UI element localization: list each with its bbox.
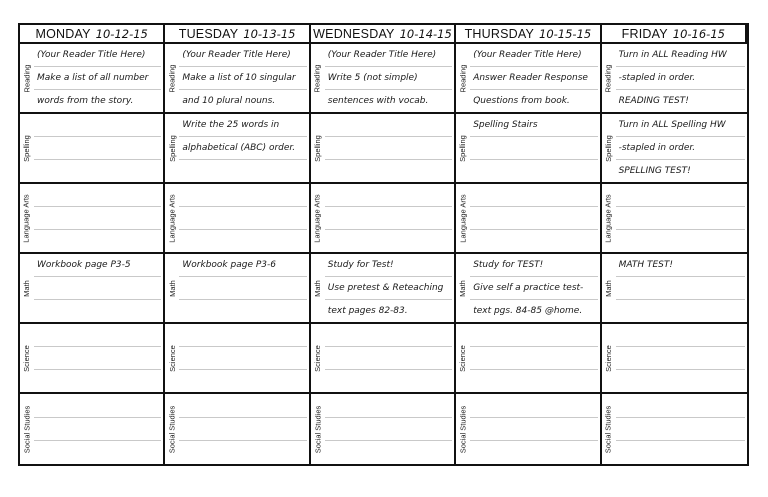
day-name: MONDAY: [35, 26, 91, 41]
entry-line: Spelling Stairs: [470, 114, 597, 137]
writing-lines: [179, 44, 306, 112]
subject-label: [165, 324, 178, 392]
subject-label-text: Spelling: [458, 134, 468, 162]
subject-label-text: Science: [458, 344, 468, 372]
entry-line: [34, 114, 161, 137]
entry-line: [470, 370, 597, 392]
entry-line: and 10 plural nouns.: [182, 96, 276, 106]
day-header-thursday: [456, 25, 601, 44]
subject-label: [602, 184, 615, 252]
day-header-friday: [602, 25, 747, 44]
entry-line: [616, 370, 745, 392]
subject-label-text: Science: [22, 344, 31, 372]
subject-label-text: Reading: [458, 64, 468, 92]
cell-tuesday-science: [165, 324, 310, 394]
entry-line: [616, 441, 745, 464]
cell-wednesday-spelling: [311, 114, 456, 184]
subject-label-text: Reading: [167, 64, 177, 92]
entry-line: [470, 324, 597, 347]
subject-label-text: Language Arts: [167, 193, 177, 243]
subject-label: [602, 254, 615, 322]
entry-line: [325, 370, 452, 392]
cell-friday-social-studies: [602, 394, 747, 464]
entry-line: [616, 207, 745, 230]
writing-lines: [470, 324, 597, 392]
cell-thursday-math: [456, 254, 601, 324]
entry-line: [179, 347, 306, 370]
subject-label: [456, 184, 469, 252]
subject-label: [311, 324, 324, 392]
subject-label: [602, 114, 615, 182]
entry-line: SPELLING TEST!: [618, 166, 691, 176]
entry-line: [179, 441, 306, 464]
entry-line: Turn in ALL Reading HW: [616, 44, 745, 67]
entry-line: [616, 324, 745, 347]
writing-lines: [325, 254, 452, 322]
subject-label-text: Social Studies: [312, 405, 322, 453]
entry-line: [470, 207, 597, 230]
entry-line: (Your Reader Title Here): [325, 44, 452, 67]
cell-monday-spelling: [20, 114, 165, 184]
subject-label: [456, 254, 469, 322]
entry-line: [179, 184, 306, 207]
entry-line: [34, 394, 161, 418]
subject-label: [165, 254, 178, 322]
entry-line: MATH TEST!: [616, 254, 745, 277]
entry-line: alphabetical (ABC) order.: [179, 137, 306, 160]
entry-line: [616, 277, 745, 300]
subject-label-text: Math: [458, 279, 468, 297]
entry-line: [34, 441, 161, 464]
entry-line: [179, 370, 306, 392]
writing-lines: [616, 324, 745, 392]
subject-label-text: Reading: [22, 64, 32, 92]
entry-line: [34, 418, 161, 442]
entry-line: [34, 184, 161, 207]
writing-lines: [179, 254, 306, 322]
entry-line: Give self a practice test-: [470, 277, 597, 300]
subject-label: [165, 394, 178, 464]
subject-label: [165, 114, 178, 182]
writing-lines: [470, 184, 597, 252]
day-header-wednesday: [311, 25, 456, 44]
writing-lines: [616, 184, 745, 252]
subject-label-text: Math: [312, 279, 322, 297]
entry-line: [470, 441, 597, 464]
cell-wednesday-science: [311, 324, 456, 394]
entry-line: [179, 277, 306, 300]
entry-line: Make a list of 10 singular: [179, 67, 306, 90]
cell-monday-social-studies: [20, 394, 165, 464]
subject-label-text: Language Arts: [603, 193, 613, 243]
entry-line: [325, 230, 452, 252]
entry-line: [616, 347, 745, 370]
entry-line: [34, 347, 161, 370]
subject-label: [20, 44, 33, 112]
entry-line: Use pretest & Reteaching: [325, 277, 452, 300]
entry-line: text pgs. 84-85 @home.: [473, 306, 583, 316]
entry-line: [34, 324, 161, 347]
entry-line: Write 5 (not simple): [325, 67, 452, 90]
entry-line: [470, 418, 597, 442]
day-name: WEDNESDAY: [313, 26, 395, 41]
subject-label-text: Reading: [603, 64, 613, 92]
subject-label-text: Language Arts: [458, 193, 468, 243]
subject-label-text: Math: [603, 279, 613, 297]
entry-line: [34, 277, 161, 300]
subject-label-text: Spelling: [22, 134, 31, 162]
entry-line: Study for Test!: [325, 254, 452, 277]
cell-friday-reading: [602, 44, 747, 114]
subject-label-text: Social Studies: [603, 405, 613, 453]
entry-line: [325, 418, 452, 442]
entry-line: (Your Reader Title Here): [34, 44, 161, 67]
subject-label: [311, 114, 324, 182]
cell-wednesday-social-studies: [311, 394, 456, 464]
subject-label: [602, 324, 615, 392]
subject-label-text: Math: [167, 279, 177, 297]
entry-line: [325, 114, 452, 137]
entry-line: [325, 160, 452, 182]
subject-label: [165, 184, 178, 252]
cell-tuesday-language-arts: [165, 184, 310, 254]
writing-lines: [34, 394, 161, 464]
subject-label: [602, 394, 615, 464]
cell-friday-spelling: [602, 114, 747, 184]
writing-lines: [34, 44, 161, 112]
writing-lines: [470, 394, 597, 464]
cell-wednesday-language-arts: [311, 184, 456, 254]
cell-tuesday-social-studies: [165, 394, 310, 464]
entry-line: [179, 300, 306, 322]
entry-line: [470, 160, 597, 182]
subject-label: [20, 114, 33, 182]
writing-lines: [179, 324, 306, 392]
day-header-monday: [20, 25, 165, 44]
writing-lines: [470, 254, 597, 322]
entry-line: [616, 230, 745, 252]
entry-line: (Your Reader Title Here): [470, 44, 597, 67]
entry-line: -stapled in order.: [616, 137, 745, 160]
cell-wednesday-math: [311, 254, 456, 324]
entry-line: [34, 137, 161, 160]
entry-line: Answer Reader Response: [470, 67, 597, 90]
subject-label: [311, 44, 324, 112]
subject-label-text: Spelling: [167, 134, 177, 162]
entry-line: [470, 394, 597, 418]
entry-line: [616, 418, 745, 442]
subject-label: [456, 324, 469, 392]
entry-line: Make a list of all number: [34, 67, 161, 90]
subject-label-text: Reading: [312, 64, 322, 92]
day-date: 10-15-15: [539, 26, 592, 41]
writing-lines: [325, 44, 452, 112]
entry-line: [616, 184, 745, 207]
cell-monday-language-arts: [20, 184, 165, 254]
entry-line: [179, 418, 306, 442]
day-date: 10-16-15: [672, 26, 725, 41]
entry-line: [616, 394, 745, 418]
entry-line: [470, 184, 597, 207]
writing-lines: [470, 114, 597, 182]
writing-lines: [616, 254, 745, 322]
day-name: FRIDAY: [621, 26, 668, 41]
entry-line: [470, 347, 597, 370]
cell-wednesday-reading: [311, 44, 456, 114]
entry-line: Questions from book.: [473, 96, 570, 106]
day-header-tuesday: [165, 25, 310, 44]
subject-label-text: Spelling: [312, 134, 322, 162]
entry-line: [325, 207, 452, 230]
subject-label-text: Language Arts: [312, 193, 322, 243]
entry-line: (Your Reader Title Here): [179, 44, 306, 67]
entry-line: [470, 230, 597, 252]
subject-label-text: Social Studies: [167, 405, 177, 453]
subject-label: [456, 114, 469, 182]
entry-line: [179, 324, 306, 347]
entry-line: Write the 25 words in: [179, 114, 306, 137]
subject-label-text: Language Arts: [22, 193, 31, 243]
entry-line: Workbook page P3-5: [34, 254, 161, 277]
cell-monday-reading: [20, 44, 165, 114]
writing-lines: [616, 394, 745, 464]
cell-thursday-spelling: [456, 114, 601, 184]
cell-thursday-science: [456, 324, 601, 394]
subject-label: [20, 254, 33, 322]
entry-line: [34, 230, 161, 252]
day-date: 10-14-15: [399, 26, 452, 41]
entry-line: [325, 441, 452, 464]
cell-monday-science: [20, 324, 165, 394]
cell-thursday-reading: [456, 44, 601, 114]
cell-friday-language-arts: [602, 184, 747, 254]
writing-lines: [470, 44, 597, 112]
entry-line: [616, 300, 745, 322]
cell-tuesday-reading: [165, 44, 310, 114]
subject-label: [602, 44, 615, 112]
subject-label-text: Science: [167, 344, 177, 372]
entry-line: words from the story.: [37, 96, 134, 106]
weekly-planner-grid: [18, 23, 749, 466]
subject-label: [311, 184, 324, 252]
writing-lines: [34, 254, 161, 322]
entry-line: -stapled in order.: [616, 67, 745, 90]
cell-thursday-language-arts: [456, 184, 601, 254]
entry-line: [179, 394, 306, 418]
entry-line: Study for TEST!: [470, 254, 597, 277]
subject-label-text: Social Studies: [22, 405, 31, 453]
day-date: 10-12-15: [95, 26, 148, 41]
subject-label: [20, 184, 33, 252]
day-date: 10-13-15: [243, 26, 296, 41]
subject-label: [165, 44, 178, 112]
writing-lines: [325, 184, 452, 252]
entry-line: [325, 137, 452, 160]
subject-label-text: Spelling: [603, 134, 613, 162]
entry-line: [34, 207, 161, 230]
writing-lines: [179, 394, 306, 464]
entry-line: [470, 137, 597, 160]
subject-label: [311, 254, 324, 322]
entry-line: [34, 300, 161, 322]
cell-tuesday-math: [165, 254, 310, 324]
entry-line: [325, 184, 452, 207]
cell-friday-math: [602, 254, 747, 324]
writing-lines: [179, 114, 306, 182]
subject-label-text: Social Studies: [458, 405, 468, 453]
subject-label-text: Science: [312, 344, 322, 372]
cell-monday-math: [20, 254, 165, 324]
writing-lines: [34, 324, 161, 392]
cell-thursday-social-studies: [456, 394, 601, 464]
entry-line: sentences with vocab.: [327, 96, 429, 106]
writing-lines: [616, 44, 745, 112]
entry-line: Turn in ALL Spelling HW: [616, 114, 745, 137]
subject-label: [20, 324, 33, 392]
writing-lines: [325, 324, 452, 392]
subject-label-text: Science: [603, 344, 613, 372]
entry-line: Workbook page P3-6: [179, 254, 306, 277]
subject-label: [456, 44, 469, 112]
cell-tuesday-spelling: [165, 114, 310, 184]
writing-lines: [34, 114, 161, 182]
subject-label-text: Math: [22, 279, 31, 297]
entry-line: READING TEST!: [618, 96, 689, 106]
entry-line: [179, 160, 306, 182]
cell-friday-science: [602, 324, 747, 394]
entry-line: [179, 207, 306, 230]
entry-line: [325, 324, 452, 347]
entry-line: [325, 347, 452, 370]
writing-lines: [325, 114, 452, 182]
writing-lines: [325, 394, 452, 464]
writing-lines: [179, 184, 306, 252]
entry-line: [179, 230, 306, 252]
entry-line: text pages 82-83.: [327, 306, 408, 316]
writing-lines: [34, 184, 161, 252]
entry-line: [34, 160, 161, 182]
day-name: TUESDAY: [178, 26, 239, 41]
subject-label: [311, 394, 324, 464]
subject-label: [456, 394, 469, 464]
entry-line: [34, 370, 161, 392]
day-name: THURSDAY: [464, 26, 534, 41]
entry-line: [325, 394, 452, 418]
subject-label: [20, 394, 33, 464]
writing-lines: [616, 114, 745, 182]
